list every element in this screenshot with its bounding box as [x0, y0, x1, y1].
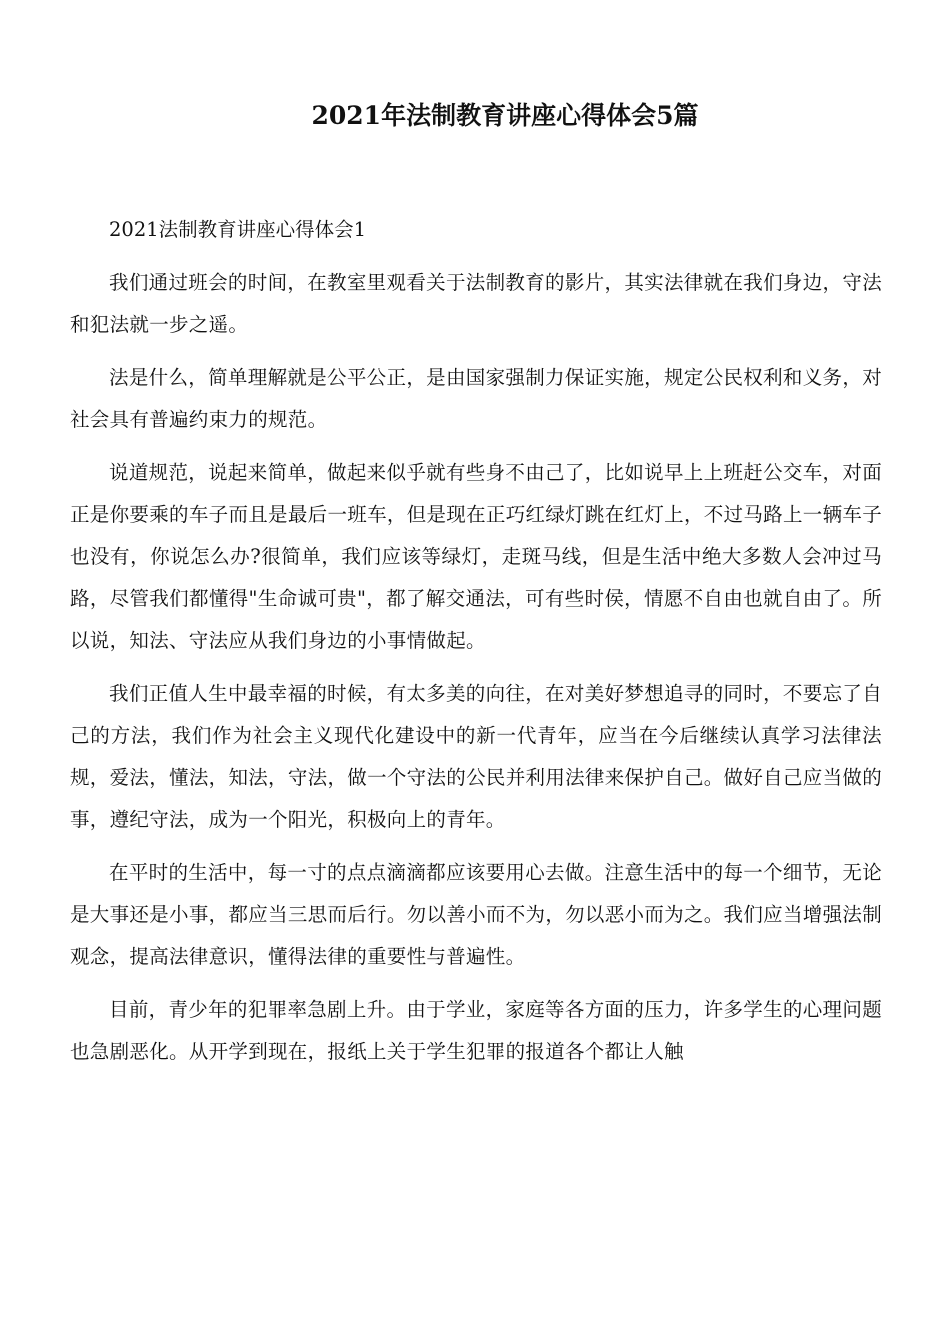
- paragraph: 我们通过班会的时间，在教室里观看关于法制教育的影片，其实法律就在我们身边，守法和犯法就一步之遥。: [70, 271, 882, 336]
- document-body: [70, 209, 882, 1084]
- paragraph: 说道规范，说起来简单，做起来似乎就有些身不由己了，比如说早上上班赶公交车，对面正是你要乘的车子而且是最后一班车，但是现在正巧红绿灯跳在红灯上，不过马路上一辆车子也没有，你说怎么办?很简单，我们应该等绿灯，走斑马线，但是生活中绝大多数人会冲过马路，尽管我们都懂得"生命诚可贵"，都了解交通法，可有些时侯，情愿不自由也就自由了。所以说，知法、守法应从我们身边的小事情做起。: [70, 461, 882, 652]
- document-title: 2021年法制教育讲座心得体会5篇: [311, 101, 699, 130]
- paragraph: 我们正值人生中最幸福的时候，有太多美的向往，在对美好梦想追寻的同时，不要忘了自己的方法，我们作为社会主义现代化建设中的新一代青年，应当在今后继续认真学习法律法规，爱法，懂法，知法，守法，做一个守法的公民并利用法律来保护自己。做好自己应当做的事，遵纪守法，成为一个阳光，积极向上的青年。: [70, 682, 882, 831]
- paragraph: 目前，青少年的犯罪率急剧上升。由于学业，家庭等各方面的压力，许多学生的心理问题也急剧恶化。从开学到现在，报纸上关于学生犯罪的报道各个都让人触: [70, 998, 882, 1063]
- section-heading: 2021法制教育讲座心得体会1: [109, 218, 367, 241]
- paragraph: 在平时的生活中，每一寸的点点滴滴都应该要用心去做。注意生活中的每一个细节，无论是大事还是小事，都应当三思而后行。勿以善小而不为，勿以恶小而为之。我们应当增强法制观念，提高法律意识，懂得法律的重要性与普遍性。: [70, 861, 882, 968]
- paragraph: 法是什么，简单理解就是公平公正，是由国家强制力保证实施，规定公民权利和义务，对社会具有普遍约束力的规范。: [70, 366, 882, 431]
